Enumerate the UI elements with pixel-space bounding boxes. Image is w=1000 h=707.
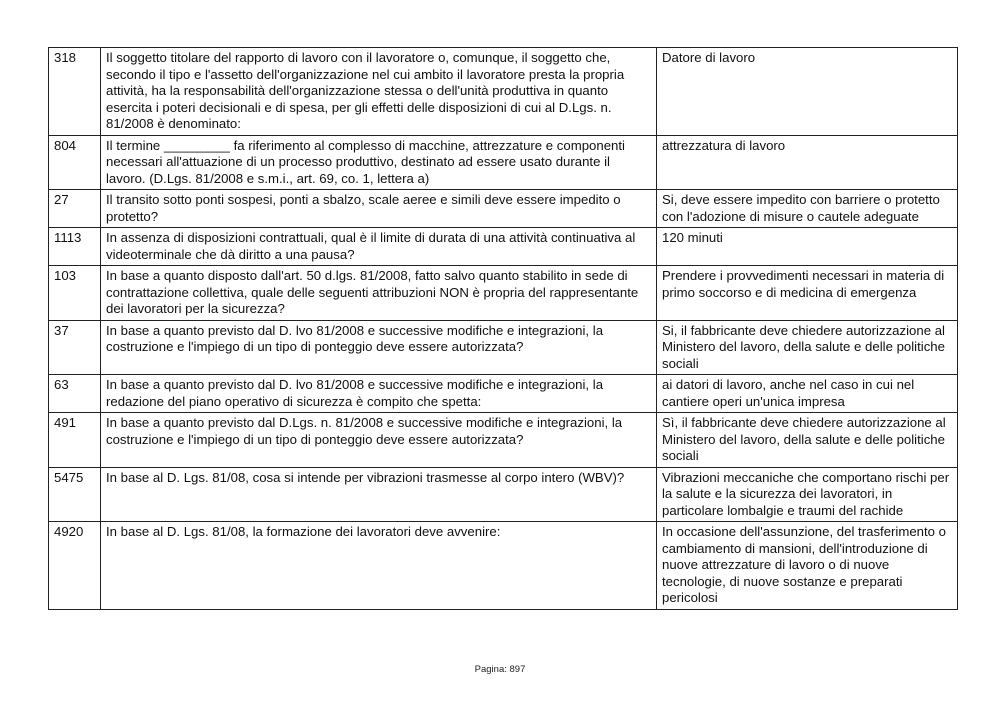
table-row [49, 413, 958, 468]
question-id: 4920 [49, 522, 101, 610]
question-text: In base al D. Lgs. 81/08, cosa si intende per vibrazioni trasmesse al corpo intero (WBV)? [101, 467, 657, 522]
answer-text: attrezzatura di lavoro [657, 135, 958, 190]
table-row [49, 467, 958, 522]
question-id: 103 [49, 266, 101, 321]
question-text: Il soggetto titolare del rapporto di lavoro con il lavoratore o, comunque, il soggetto che, secondo il tipo e l'assetto dell'organizzazione nel cui ambito il lavoratore presta la propria attività, ha la responsabilità dell'organizzazione stessa o dell'unità produttiva in quanto esercita i poteri decisionali e di spesa, per gli effetti delle disposizioni di cui al D.Lgs. n. 81/2008 è denominato: [101, 48, 657, 136]
question-id: 804 [49, 135, 101, 190]
question-text: In base al D. Lgs. 81/08, la formazione dei lavoratori deve avvenire: [101, 522, 657, 610]
question-id: 27 [49, 190, 101, 228]
table-row [49, 266, 958, 321]
qa-table [48, 47, 958, 610]
question-text: In base a quanto previsto dal D. lvo 81/2008 e successive modifiche e integrazioni, la costruzione e l'impiego di un tipo di ponteggio deve essere autorizzata? [101, 320, 657, 375]
answer-text: In occasione dell'assunzione, del trasferimento o cambiamento di mansioni, dell'introduzione di nuove attrezzature di lavoro o di nuove tecnologie, di nuove sostanze e preparati pericolosi [657, 522, 958, 610]
answer-text: Si, il fabbricante deve chiedere autorizzazione al Ministero del lavoro, della salute e delle politiche sociali [657, 320, 958, 375]
question-id: 37 [49, 320, 101, 375]
table-row [49, 135, 958, 190]
question-text: In base a quanto disposto dall'art. 50 d.lgs. 81/2008, fatto salvo quanto stabilito in sede di contrattazione collettiva, quale delle seguenti attribuzioni NON è propria del rappresentante dei lavoratori per la sicurezza? [101, 266, 657, 321]
answer-text: Datore di lavoro [657, 48, 958, 136]
table-row [49, 522, 958, 610]
question-text: In base a quanto previsto dal D.Lgs. n. 81/2008 e successive modifiche e integrazioni, la costruzione e l'impiego di un tipo di ponteggio deve essere autorizzata? [101, 413, 657, 468]
answer-text: Vibrazioni meccaniche che comportano rischi per la salute e la sicurezza dei lavoratori, in particolare lombalgie e traumi del rachide [657, 467, 958, 522]
answer-text: Sì, il fabbricante deve chiedere autorizzazione al Ministero del lavoro, della salute e delle politiche sociali [657, 413, 958, 468]
table-row [49, 228, 958, 266]
table-row [49, 48, 958, 136]
question-text: Il termine _________ fa riferimento al complesso di macchine, attrezzature e componenti necessari all'attuazione di un processo produttivo, destinato ad essere usato durante il lavoro. (D.Lgs. 81/2008 e s.m.i., art. 69, co. 1, lettera a) [101, 135, 657, 190]
page-number: Pagina: 897 [474, 664, 526, 675]
answer-text: ai datori di lavoro, anche nel caso in cui nel cantiere operi un'unica impresa [657, 375, 958, 413]
table-row [49, 320, 958, 375]
qa-table-body [49, 48, 958, 610]
answer-text: Si, deve essere impedito con barriere o protetto con l'adozione di misure o cautele adeguate [657, 190, 958, 228]
question-id: 491 [49, 413, 101, 468]
table-row [49, 375, 958, 413]
question-text: In assenza di disposizioni contrattuali, qual è il limite di durata di una attività continuativa al videoterminale che dà diritto a una pausa? [101, 228, 657, 266]
question-id: 1113 [49, 228, 101, 266]
answer-text: Prendere i provvedimenti necessari in materia di primo soccorso e di medicina di emergenza [657, 266, 958, 321]
answer-text: 120 minuti [657, 228, 958, 266]
question-id: 5475 [49, 467, 101, 522]
question-id: 63 [49, 375, 101, 413]
question-text: In base a quanto previsto dal D. lvo 81/2008 e successive modifiche e integrazioni, la redazione del piano operativo di sicurezza è compito che spetta: [101, 375, 657, 413]
question-text: Il transito sotto ponti sospesi, ponti a sbalzo, scale aeree e simili deve essere impedito o protetto? [101, 190, 657, 228]
question-id: 318 [49, 48, 101, 136]
table-row [49, 190, 958, 228]
